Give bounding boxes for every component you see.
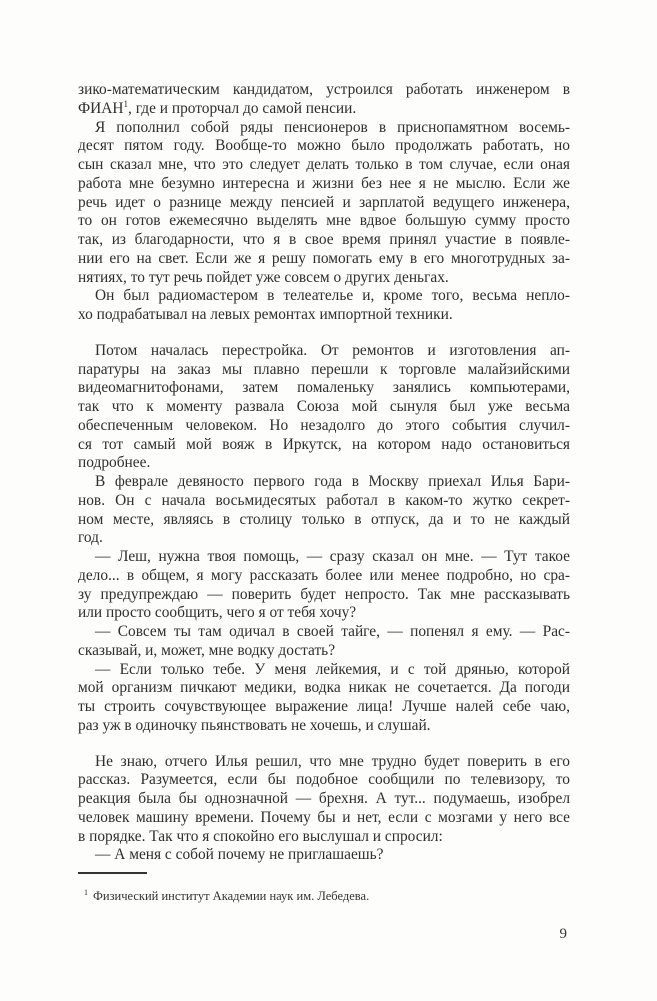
line-text: так что к моменту развала Союза мой сынуля был уже весьма: [78, 398, 570, 415]
footnote-text: Физический институт Академии наук им. Лебедева.: [93, 889, 370, 903]
text-line: [78, 604, 570, 623]
text-line: [78, 306, 570, 325]
text-line: [78, 361, 570, 380]
text-line: [78, 753, 570, 772]
text-line: [78, 269, 570, 288]
line-text: паратуры на заказ мы плавно перешли к торговле малайзийскими: [78, 360, 570, 378]
line-text: ном месте, являясь в столицу только в отпуск, да и то не каждый: [78, 510, 570, 528]
line-text: реакция была бы однозначной — брехня. А тут... подумаешь, изобрел: [78, 790, 570, 807]
line-text: рассказ. Разумеется, если бы подобное сообщили по телевизору, то: [78, 771, 570, 789]
line-text: речь идет о разнице между пенсией и зарплатой ведущего инженера,: [78, 193, 570, 211]
line-text: в порядке. Так что я спокойно его выслушал и спросил:: [78, 827, 443, 845]
text-line: [78, 473, 570, 492]
line-text: десят пятом году. Вообще-то можно было продолжать работать, но: [78, 137, 570, 155]
text-line: [78, 511, 570, 530]
line-text: человек машину времени. Почему бы и нет, если с мозгами у него все: [78, 808, 570, 826]
page-number: 9: [559, 926, 567, 942]
text-line: [78, 175, 570, 194]
line-text: Он был радиомастером в телеателье и, кроме того, весьма непло-: [95, 287, 570, 305]
text-line: [78, 231, 570, 250]
line-text: год.: [78, 529, 103, 547]
line-text: — Леш, нужна твоя помощь, — сразу сказал он мне. — Тут такое: [95, 548, 570, 565]
footnote: [84, 889, 369, 904]
text-line: [78, 194, 570, 213]
line-text: сын сказал мне, что это следует делать только в том случае, если оная: [78, 156, 570, 173]
line-text: дело... в общем, я могу рассказать более или менее подробно, но сра-: [78, 566, 570, 584]
line-text: ФИАН: [78, 99, 124, 117]
body-text: [78, 81, 570, 865]
text-line: [78, 717, 570, 736]
text-line: [78, 398, 570, 417]
text-line: [78, 529, 570, 548]
line-text: хо подрабатывал на левых ремонтах импортной техники.: [78, 306, 453, 323]
line-text: В феврале девяносто первого года в Москву приехал Илья Бари-: [95, 473, 570, 490]
line-text: нии его на свет. Если же я решу помогать ему в его многотрудных за-: [78, 249, 570, 267]
text-line: [78, 846, 570, 865]
line-text: то он готов ежемесячно выделять мне вдвое большую сумму просто: [78, 212, 570, 230]
line-text: Потом началась перестройка. От ремонтов и изготовления ап-: [95, 341, 570, 359]
text-line: [78, 492, 570, 511]
text-line: [78, 567, 570, 586]
text-line: [78, 661, 570, 680]
text-line: [78, 790, 570, 809]
line-text: , где и проторчал до самой пенсии.: [128, 99, 357, 117]
line-text: — А меня с собой почему не приглашаешь?: [95, 846, 384, 864]
text-line: [78, 137, 570, 156]
line-text: сказывай, и, может, мне водку достать?: [78, 641, 336, 659]
text-line: [78, 100, 570, 119]
line-text: видеомагнитофонами, затем помаленьку занялись компьютерами,: [78, 379, 570, 397]
line-text: нов. Он с начала восьмидесятых работал в каком-то жутко секрет-: [78, 491, 570, 509]
text-line: [78, 454, 570, 473]
text-line: [78, 156, 570, 175]
text-line: [78, 698, 570, 717]
text-line: [78, 81, 570, 100]
text-line: [78, 379, 570, 398]
footnote-mark: 1: [84, 888, 88, 897]
text-line: [78, 548, 570, 567]
text-line: [78, 623, 570, 642]
line-text: подробнее.: [78, 454, 151, 472]
text-line: [78, 417, 570, 436]
line-text: нятиях, то тут речь пойдет уже совсем о других деньгах.: [78, 268, 449, 286]
line-text: Я пополнил собой ряды пенсионеров в приснопамятном восемь-: [95, 118, 570, 136]
line-text: ся тот самый мой вояж в Иркутск, на котором надо остановиться: [78, 435, 570, 453]
text-line: [78, 771, 570, 790]
footnote-divider: [78, 872, 147, 874]
line-text: раз уж в одиночку пьянствовать не хочешь, и слушай.: [78, 716, 431, 734]
text-line: [78, 586, 570, 605]
line-text: — Совсем ты там одичал в своей тайге, — попенял я ему. — Рас-: [95, 623, 570, 640]
line-text: ты строить сочувствующее выражение лица! Лучше налей себе чаю,: [78, 698, 570, 715]
line-text: или просто сообщить, чего я от тебя хочу?: [78, 604, 357, 622]
line-text: обеспеченным человеком. Но незадолго до этого события случил-: [78, 416, 570, 434]
text-line: [78, 212, 570, 231]
line-text: мой организм пичкают медики, водка никак не сочетается. Да погоди: [78, 679, 570, 697]
text-line: [78, 642, 570, 661]
text-line: [78, 828, 570, 847]
footnote-reference: 1: [123, 98, 129, 109]
text-line: [78, 436, 570, 455]
text-line: [78, 287, 570, 306]
line-text: Не знаю, отчего Илья решил, что мне трудно будет поверить в его: [95, 752, 570, 770]
text-line: [78, 119, 570, 138]
text-line: [78, 250, 570, 269]
text-line: [78, 809, 570, 828]
line-text: — Если только тебе. У меня лейкемия, и с той дрянью, которой: [95, 660, 570, 678]
line-text: зу предупреждаю — поверить будет непросто. Так мне рассказывать: [78, 585, 570, 603]
line-text: так, из благодарности, что я в свое время принял участие в появле-: [78, 231, 570, 248]
line-text: зико-математическим кандидатом, устроился работать инженером в: [78, 81, 570, 98]
text-line: [78, 342, 570, 361]
text-line: [78, 679, 570, 698]
line-text: работа мне безумно интересна и жизни без нее я не мыслю. Если же: [78, 174, 570, 192]
